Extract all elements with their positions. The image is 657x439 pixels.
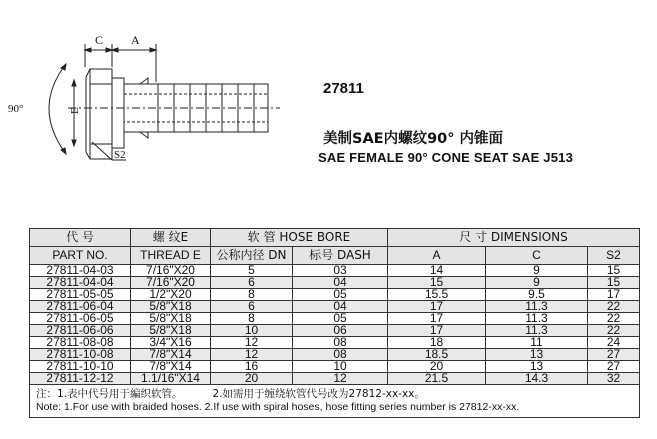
cell-a: 15 <box>388 277 486 289</box>
table-row <box>30 361 640 373</box>
cell-dn: 8 <box>211 313 293 325</box>
cell-a: 17 <box>388 313 486 325</box>
cell-thread: 5/8"X18 <box>131 313 211 325</box>
cell-a: 17 <box>388 325 486 337</box>
header-dimensions: 尺 寸 DIMENSIONS <box>388 229 640 247</box>
note-english: Note: 1.For use with braided hoses. 2.If use with spiral hoses, hose fitting series number is 27812-xx-xx. <box>36 401 520 413</box>
cell-thread: 7/8"X14 <box>131 361 211 373</box>
cell-part: 27811-05-05 <box>30 289 131 301</box>
cell-s2: 15 <box>588 265 640 277</box>
cell-s2: 22 <box>588 325 640 337</box>
cell-thread: 7/16"X20 <box>131 277 211 289</box>
table-row <box>30 301 640 313</box>
table-row <box>30 325 640 337</box>
table-row <box>30 277 640 289</box>
header-row-2 <box>30 247 640 265</box>
note-cn-2: 2.如需用于缠绕软管代号改为27812-xx-xx。 <box>212 388 425 400</box>
header-row-1 <box>30 229 640 247</box>
cell-thread: 5/8"X18 <box>131 325 211 337</box>
cell-dn: 12 <box>211 337 293 349</box>
cell-part: 27811-10-10 <box>30 361 131 373</box>
cell-s2: 15 <box>588 277 640 289</box>
cell-a: 18 <box>388 337 486 349</box>
cell-thread: 1.1/16"X14 <box>131 373 211 385</box>
cell-s2: 17 <box>588 289 640 301</box>
header-dn: 公称内径 DN <box>211 247 293 265</box>
notes-row <box>30 385 640 418</box>
cell-c: 9.5 <box>486 289 588 301</box>
cell-a: 18.5 <box>388 349 486 361</box>
header-c: C <box>486 247 588 265</box>
cell-c: 11.3 <box>486 325 588 337</box>
cell-dash: 06 <box>293 325 388 337</box>
cell-dn: 16 <box>211 361 293 373</box>
cell-dash: 05 <box>293 289 388 301</box>
cell-thread: 7/8"X14 <box>131 349 211 361</box>
dim-label-e: E <box>69 107 81 114</box>
cell-part: 27811-04-04 <box>30 277 131 289</box>
cell-part: 27811-04-03 <box>30 265 131 277</box>
header-thread-cn: 螺 纹E <box>131 229 211 247</box>
cell-s2: 27 <box>588 361 640 373</box>
cell-dash: 08 <box>293 337 388 349</box>
dim-label-a: A <box>131 33 140 47</box>
part-code: 27811 <box>323 80 364 97</box>
table-row <box>30 313 640 325</box>
cell-a: 21.5 <box>388 373 486 385</box>
cell-dn: 8 <box>211 289 293 301</box>
cell-part: 27811-10-08 <box>30 349 131 361</box>
table-row <box>30 373 640 385</box>
cell-a: 14 <box>388 265 486 277</box>
cell-part: 27811-06-04 <box>30 301 131 313</box>
cell-part: 27811-08-08 <box>30 337 131 349</box>
cell-dn: 6 <box>211 277 293 289</box>
spec-table <box>29 228 640 418</box>
cell-thread: 1/2"X20 <box>131 289 211 301</box>
cell-c: 9 <box>486 265 588 277</box>
cell-part: 27811-12-12 <box>30 373 131 385</box>
header-part-no: PART NO. <box>30 247 131 265</box>
cell-thread: 5/8"X18 <box>131 301 211 313</box>
dim-label-c: C <box>95 33 104 47</box>
cell-s2: 27 <box>588 349 640 361</box>
cell-a: 15.5 <box>388 289 486 301</box>
note-cn-1: 注：1.表中代号用于編织软管。 <box>36 388 183 400</box>
cell-c: 11.3 <box>486 301 588 313</box>
title-chinese: 美制SAE内螺纹90° 内锥面 <box>323 131 504 147</box>
cell-dash: 04 <box>293 301 388 313</box>
cell-s2: 22 <box>588 301 640 313</box>
cell-dn: 20 <box>211 373 293 385</box>
dim-label-s2: S2 <box>114 149 126 161</box>
cell-dash: 10 <box>293 361 388 373</box>
cell-dash: 03 <box>293 265 388 277</box>
cell-dash: 04 <box>293 277 388 289</box>
cell-s2: 32 <box>588 373 640 385</box>
header-s2: S2 <box>588 247 640 265</box>
cell-dn: 10 <box>211 325 293 337</box>
fitting-drawing <box>8 22 298 182</box>
header-dash: 标号 DASH <box>293 247 388 265</box>
cell-dash: 12 <box>293 373 388 385</box>
cell-a: 20 <box>388 361 486 373</box>
cell-part: 27811-06-06 <box>30 325 131 337</box>
cell-c: 13 <box>486 361 588 373</box>
cell-s2: 24 <box>588 337 640 349</box>
title-english: SAE FEMALE 90° CONE SEAT SAE J513 <box>318 150 574 165</box>
cell-c: 9 <box>486 277 588 289</box>
table-row <box>30 349 640 361</box>
cell-a: 17 <box>388 301 486 313</box>
cell-dn: 6 <box>211 301 293 313</box>
table-row <box>30 289 640 301</box>
table-row <box>30 337 640 349</box>
note-chinese <box>36 388 633 401</box>
cell-dn: 12 <box>211 349 293 361</box>
cell-s2: 22 <box>588 313 640 325</box>
cell-thread: 7/16"X20 <box>131 265 211 277</box>
cell-c: 13 <box>486 349 588 361</box>
cell-c: 11 <box>486 337 588 349</box>
header-part-no-cn: 代 号 <box>30 229 131 247</box>
cell-c: 11.3 <box>486 313 588 325</box>
header-thread: THREAD E <box>131 247 211 265</box>
dim-label-angle: 90° <box>8 103 24 115</box>
cell-dash: 05 <box>293 313 388 325</box>
cell-c: 14.3 <box>486 373 588 385</box>
table-row <box>30 265 640 277</box>
header-a: A <box>388 247 486 265</box>
cell-thread: 3/4"X16 <box>131 337 211 349</box>
header-hose-bore: 软 管 HOSE BORE <box>211 229 388 247</box>
cell-dn: 5 <box>211 265 293 277</box>
cell-part: 27811-06-05 <box>30 313 131 325</box>
cell-dash: 08 <box>293 349 388 361</box>
